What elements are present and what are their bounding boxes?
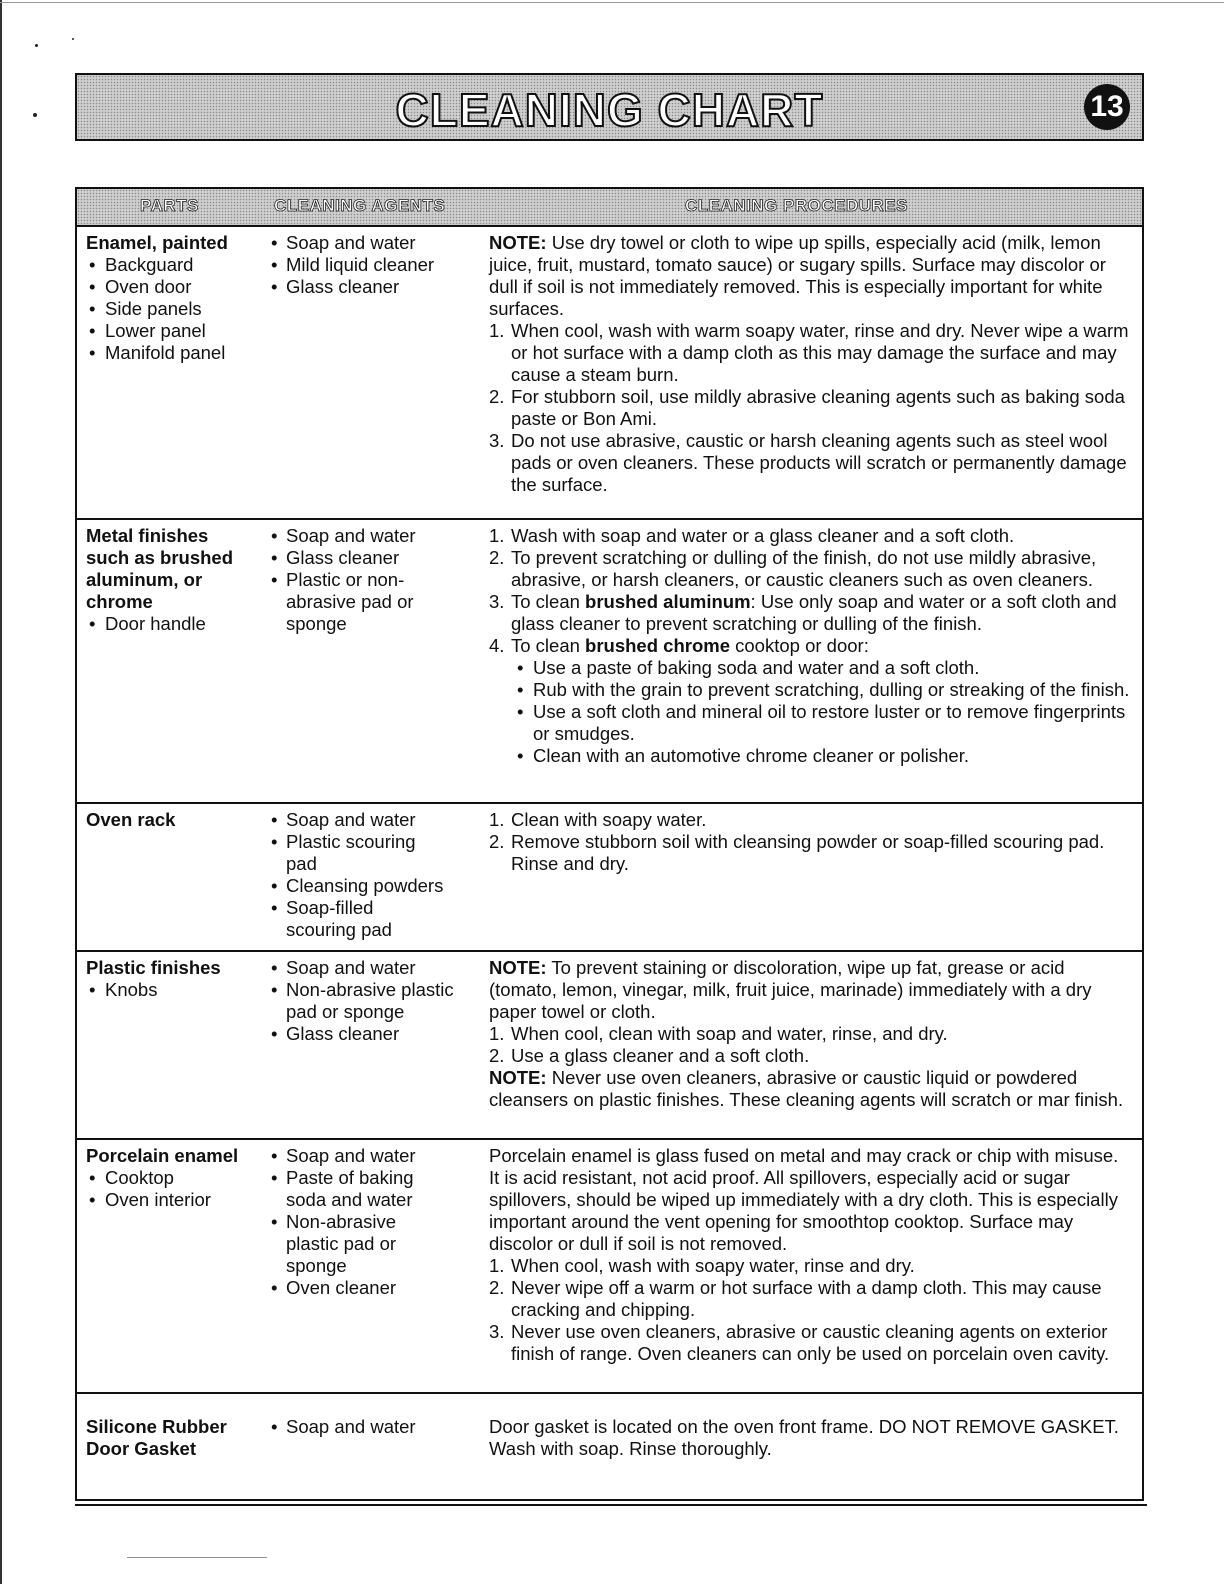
step-text-post: cooktop or door: bbox=[730, 635, 869, 656]
note-paragraph bbox=[489, 1067, 1132, 1111]
procedure-steps bbox=[489, 525, 1132, 767]
agent-item: • Soap and water bbox=[269, 1145, 489, 1167]
header-parts: PARTS bbox=[140, 196, 199, 215]
step-text: When cool, clean with soap and water, rinse, and dry. bbox=[511, 1023, 948, 1044]
step-text-bold: brushed chrome bbox=[585, 635, 730, 656]
sub-bullet: • Clean with an automotive chrome cleaner or polisher. bbox=[511, 745, 1132, 767]
procedures-cell bbox=[489, 1400, 1142, 1499]
step-number: 1. bbox=[489, 320, 505, 341]
procedures-cell bbox=[489, 804, 1142, 950]
table-row-silicone-rubber-door-gasket bbox=[77, 1394, 1142, 1499]
part-item: • Side panels bbox=[86, 298, 263, 320]
agent-item: • Cleansing powders bbox=[269, 875, 489, 897]
agent-item: • Glass cleaner bbox=[269, 276, 489, 298]
procedure-step bbox=[489, 635, 1132, 767]
part-name: Enamel, painted bbox=[86, 232, 228, 253]
step-text-pre: To clean bbox=[511, 591, 586, 612]
note-label: NOTE: bbox=[489, 1067, 547, 1088]
step-number: 2. bbox=[489, 1277, 505, 1298]
part-item: • Knobs bbox=[86, 979, 263, 1001]
procedure-step bbox=[489, 809, 1132, 831]
scan-speck bbox=[33, 113, 37, 117]
part-name: Plastic finishes bbox=[86, 957, 221, 978]
agent-item: • Soap and water bbox=[269, 1416, 489, 1438]
step-number: 3. bbox=[489, 1321, 505, 1342]
procedures-cell bbox=[489, 520, 1142, 802]
part-item: • Door handle bbox=[86, 613, 263, 635]
procedure-steps bbox=[489, 320, 1132, 496]
agents-cell bbox=[263, 804, 489, 950]
parts-cell bbox=[77, 1400, 263, 1499]
step-number: 1. bbox=[489, 1023, 505, 1044]
part-item: • Oven interior bbox=[86, 1189, 263, 1211]
procedures-cell bbox=[489, 952, 1142, 1138]
header-cleaning-procedures: CLEANING PROCEDURES bbox=[685, 196, 908, 215]
part-name: Porcelain enamel bbox=[86, 1145, 239, 1166]
note-paragraph bbox=[489, 957, 1132, 1023]
agent-item: • Non-abrasive plastic pad or sponge bbox=[269, 979, 466, 1023]
agents-cell bbox=[263, 520, 489, 802]
page-top-edge bbox=[0, 2, 1224, 3]
step-number: 3. bbox=[489, 430, 505, 451]
step-text-post: : Use only soap and water or a soft cloth and glass cleaner to prevent scratching or dulling of the finish. bbox=[511, 591, 1117, 634]
step-text: Wash with soap and water or a glass cleaner and a soft cloth. bbox=[511, 525, 1015, 546]
table-row-enamel-painted bbox=[77, 227, 1142, 520]
procedure-steps bbox=[489, 809, 1132, 875]
procedure-step bbox=[489, 547, 1132, 591]
step-text: Clean with soapy water. bbox=[511, 809, 707, 830]
scan-speck bbox=[35, 44, 38, 47]
agent-item: • Soap and water bbox=[269, 525, 489, 547]
intro-paragraph: Door gasket is located on the oven front frame. DO NOT REMOVE GASKET. Wash with soap. Rinse thoroughly. bbox=[489, 1416, 1119, 1459]
parts-cell bbox=[77, 952, 263, 1138]
part-item: • Lower panel bbox=[86, 320, 263, 342]
part-name-line: Door Gasket bbox=[86, 1438, 197, 1459]
page-number-badge: 13 bbox=[1084, 84, 1130, 130]
step-text: For stubborn soil, use mildly abrasive cleaning agents such as baking soda paste or Bon Ami. bbox=[511, 386, 1125, 429]
step-number: 2. bbox=[489, 1045, 505, 1066]
step-text: Remove stubborn soil with cleansing powder or soap-filled scouring pad. Rinse and dry. bbox=[511, 831, 1105, 874]
table-header bbox=[77, 189, 1142, 227]
step-number: 1. bbox=[489, 1255, 505, 1276]
step-text-bold: brushed aluminum bbox=[585, 591, 751, 612]
procedure-step bbox=[489, 430, 1132, 496]
procedure-step bbox=[489, 386, 1132, 430]
part-name-line: Silicone Rubber bbox=[86, 1416, 227, 1437]
step-text: When cool, wash with soapy water, rinse and dry. bbox=[511, 1255, 915, 1276]
title-banner bbox=[75, 73, 1144, 141]
step-text: Never wipe off a warm or hot surface with a damp cloth. This may cause cracking and chipping. bbox=[511, 1277, 1102, 1320]
agent-item: • Plastic scouring pad bbox=[269, 831, 436, 875]
agents-list bbox=[269, 809, 489, 941]
note-label: NOTE: bbox=[489, 957, 547, 978]
part-items-list bbox=[86, 613, 263, 635]
parts-cell bbox=[77, 804, 263, 950]
cleaning-chart-table bbox=[75, 187, 1144, 1501]
step-number: 2. bbox=[489, 547, 505, 568]
procedures-cell bbox=[489, 227, 1142, 518]
table-row-metal-finishes bbox=[77, 520, 1142, 804]
agents-cell bbox=[263, 952, 489, 1138]
page-title: CLEANING CHART bbox=[395, 84, 824, 136]
note-label: NOTE: bbox=[489, 232, 547, 253]
part-item: • Cooktop bbox=[86, 1167, 263, 1189]
sub-bullet: • Use a paste of baking soda and water and a soft cloth. bbox=[511, 657, 1132, 679]
note-text: Never use oven cleaners, abrasive or caustic liquid or powdered cleansers on plastic finishes. These cleaning agents will scratch or mar finish. bbox=[489, 1067, 1124, 1110]
procedure-step bbox=[489, 1277, 1132, 1321]
sub-bullet: • Rub with the grain to prevent scratching, dulling or streaking of the finish. bbox=[511, 679, 1132, 701]
step-text: Use a glass cleaner and a soft cloth. bbox=[511, 1045, 810, 1066]
part-items-list bbox=[86, 979, 263, 1001]
procedure-step bbox=[489, 831, 1132, 875]
agent-item: • Soap and water bbox=[269, 232, 489, 254]
table-row-porcelain-enamel bbox=[77, 1140, 1142, 1394]
part-name-line: such as brushed bbox=[86, 547, 234, 568]
agents-list bbox=[269, 1416, 489, 1438]
part-item: • Oven door bbox=[86, 276, 263, 298]
step-text: Never use oven cleaners, abrasive or caustic cleaning agents on exterior finish of range. Oven cleaners can only be used on porcelain oven cavity. bbox=[511, 1321, 1110, 1364]
agent-item: • Non-abrasive plastic pad or sponge bbox=[269, 1211, 436, 1277]
step-number: 1. bbox=[489, 809, 505, 830]
part-item: • Manifold panel bbox=[86, 342, 263, 364]
part-name-line: Metal finishes bbox=[86, 525, 209, 546]
agents-list bbox=[269, 957, 489, 1045]
parts-cell bbox=[77, 520, 263, 802]
header-cleaning-agents: CLEANING AGENTS bbox=[274, 196, 446, 215]
sub-bullet: • Use a soft cloth and mineral oil to restore luster or to remove fingerprints or smudges. bbox=[511, 701, 1132, 745]
agent-item: • Paste of baking soda and water bbox=[269, 1167, 446, 1211]
procedure-steps bbox=[489, 1255, 1132, 1365]
agent-item: • Glass cleaner bbox=[269, 1023, 489, 1045]
procedure-steps bbox=[489, 1023, 1132, 1067]
step-text: Do not use abrasive, caustic or harsh cleaning agents such as steel wool pads or oven cleaners. These products will scratch or permanently damage the surface. bbox=[511, 430, 1127, 495]
agent-item: • Soap and water bbox=[269, 809, 489, 831]
agents-list bbox=[269, 232, 489, 298]
procedure-step bbox=[489, 1255, 1132, 1277]
part-item: • Backguard bbox=[86, 254, 263, 276]
sub-bullet-list bbox=[511, 657, 1132, 767]
parts-cell bbox=[77, 1140, 263, 1392]
parts-cell bbox=[77, 227, 263, 518]
footer-rule bbox=[75, 1504, 1147, 1506]
part-items-list bbox=[86, 254, 263, 364]
procedure-step bbox=[489, 1045, 1132, 1067]
agent-item: • Plastic or non-abrasive pad or sponge bbox=[269, 569, 436, 635]
intro-paragraph: Porcelain enamel is glass fused on metal and may crack or chip with misuse. It is acid resistant, not acid proof. All spillovers, especially acid or sugar spillovers, should be wiped up immediately with a dry cloth. This is especially important around the vent opening for smoothtop cooktop. Surface may discolor or dull if soil is not removed. bbox=[489, 1145, 1119, 1254]
agent-item: • Glass cleaner bbox=[269, 547, 489, 569]
procedure-step bbox=[489, 591, 1132, 635]
note-text: Use dry towel or cloth to wipe up spills, especially acid (milk, lemon juice, fruit, mustard, tomato sauce) or sugary spills. Surface may discolor or dull if soil is not immediately removed. This is especially important for white surfaces. bbox=[489, 232, 1106, 319]
procedure-step bbox=[489, 320, 1132, 386]
page-left-edge bbox=[0, 0, 2, 1584]
agents-list bbox=[269, 1145, 489, 1299]
step-number: 3. bbox=[489, 591, 505, 612]
agents-list bbox=[269, 525, 489, 635]
part-name-line: aluminum, or bbox=[86, 569, 203, 590]
agents-cell bbox=[263, 1140, 489, 1392]
step-number: 2. bbox=[489, 386, 505, 407]
agents-cell bbox=[263, 1400, 489, 1499]
table-row-plastic-finishes bbox=[77, 952, 1142, 1140]
step-text-pre: To clean bbox=[511, 635, 586, 656]
note-paragraph bbox=[489, 232, 1132, 320]
table-row-oven-rack bbox=[77, 804, 1142, 952]
procedure-step bbox=[489, 1321, 1132, 1365]
step-text: When cool, wash with warm soapy water, rinse and dry. Never wipe a warm or hot surface with a damp cloth as this may damage the surface and may cause a steam burn. bbox=[511, 320, 1129, 385]
procedure-step bbox=[489, 1023, 1132, 1045]
agent-item: • Oven cleaner bbox=[269, 1277, 489, 1299]
footer-accent-line bbox=[127, 1557, 267, 1558]
agent-item: • Soap-filled scouring pad bbox=[269, 897, 426, 941]
step-text: To prevent scratching or dulling of the finish, do not use mildly abrasive, abrasive, or harsh cleaners, or caustic cleaners such as oven cleaners. bbox=[511, 547, 1097, 590]
procedures-cell bbox=[489, 1140, 1142, 1392]
procedure-step bbox=[489, 525, 1132, 547]
part-name: Oven rack bbox=[86, 809, 176, 830]
agent-item: • Mild liquid cleaner bbox=[269, 254, 489, 276]
agents-cell bbox=[263, 227, 489, 518]
step-number: 2. bbox=[489, 831, 505, 852]
agent-item: • Soap and water bbox=[269, 957, 489, 979]
scan-speck bbox=[72, 38, 74, 40]
note-text: To prevent staining or discoloration, wipe up fat, grease or acid (tomato, lemon, vinegar, milk, fruit juice, marinade) immediately with a dry paper towel or cloth. bbox=[489, 957, 1092, 1022]
part-items-list bbox=[86, 1167, 263, 1211]
step-number: 1. bbox=[489, 525, 505, 546]
part-name-line: chrome bbox=[86, 591, 153, 612]
step-number: 4. bbox=[489, 635, 505, 656]
